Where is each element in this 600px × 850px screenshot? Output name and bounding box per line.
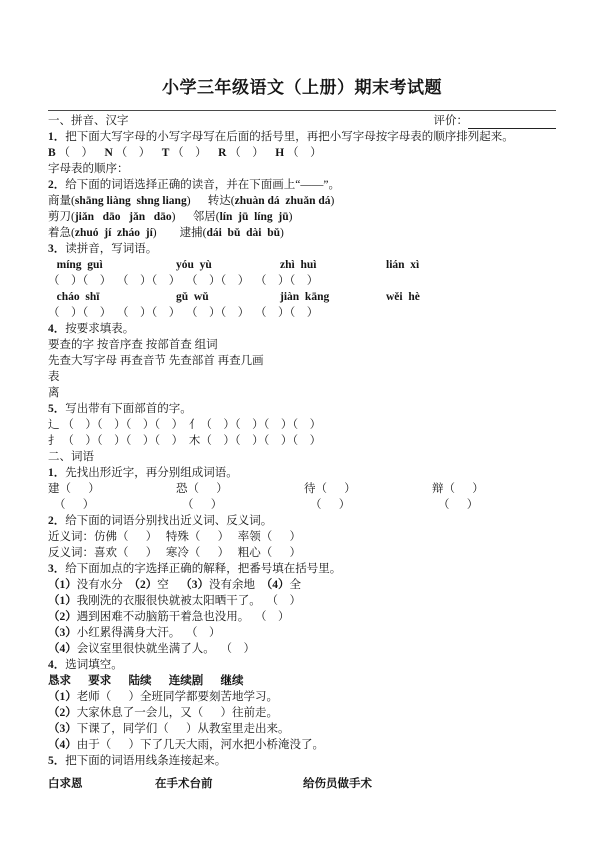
table-subheader-row: 先查大写字母 再查音节 先查部首 再查几画 xyxy=(48,355,264,367)
q2-4-sentence-4: （4）由于（ ）下了几天大雨，河水把小桥淹没了。 xyxy=(48,739,324,751)
document-content xyxy=(48,78,556,792)
pronunciation-row-2: 剪刀(jiǎn dāo jǎn dāo) 邻居(lín jū líng jū) xyxy=(48,211,293,223)
table-header-row: 要查的字 按音序查 按部首查 组词 xyxy=(48,339,218,351)
q2-3-sentence-1: （1）我刚洗的衣服很快就被太阳晒干了。 （ ） xyxy=(48,595,301,607)
table-char-1: 表 xyxy=(48,371,60,383)
evaluation xyxy=(434,113,557,129)
q2-3-sentence-4: （4）会议室里很快就坐满了人。 （ ） xyxy=(48,643,255,655)
similar-chars-blank-row: （ ） （ ） （ ） （ ） xyxy=(54,499,479,511)
section-1-header-row xyxy=(48,113,556,129)
q1-1-letters-row: B （ ） N （ ） T （ ） R （ ） H （ ） xyxy=(48,147,322,159)
q1-4-instruction: 4．按要求填表。 xyxy=(48,323,135,335)
q2-3-instruction: 3．给下面加点的字选择正确的解释，把番号填在括号里。 xyxy=(48,563,342,575)
radical-row-2: 扌 （ ）（ ）（ ）（ ） 木（ ）（ ）（ ）（ ） xyxy=(48,435,322,447)
similar-chars-row: 建（ ） 恐（ ） 待（ ） 辩（ ） xyxy=(48,483,484,495)
pinyin-row-2-blanks: （ ）（ ） （ ）（ ） （ ）（ ） （ ）（ ） xyxy=(48,307,319,319)
q2-5-instruction: 5．把下面的词语用线条连接起来。 xyxy=(48,755,227,767)
pronunciation-row-3: 着急(zhuó jí zháo jí) 逮捕(dái bǔ dài bǔ) xyxy=(48,227,284,239)
section-2-header: 二、词语 xyxy=(48,451,94,463)
evaluation-label: 评价： xyxy=(433,115,468,127)
q2-4-instruction: 4．选词填空。 xyxy=(48,659,123,671)
q2-3-sentence-3: （3）小红累得满身大汗。 （ ） xyxy=(48,627,221,639)
evaluation-blank-line xyxy=(468,117,556,129)
radical-row-1: 辶 （ ）（ ）（ ）（ ） 亻（ ）（ ）（ ）（ ） xyxy=(48,419,322,431)
table-char-2: 离 xyxy=(48,387,60,399)
matching-row: 白求恩 在手术台前 给伤员做手术 xyxy=(48,778,372,790)
word-bank-row: 恳求 要求 陆续 连续剧 继续 xyxy=(48,675,244,687)
q2-1-instruction: 1．先找出形近字，再分别组成词语。 xyxy=(48,467,238,479)
section-1-header: 一、拼音、汉字 xyxy=(48,115,129,127)
document-lines xyxy=(48,129,556,792)
pronunciation-row-1: 商量(shāng liàng shng liang) 转达(zhuàn dá zhuǎn dá) xyxy=(48,195,335,207)
q1-5-instruction: 5．写出带有下面部首的字。 xyxy=(48,403,192,415)
document-title: 小学三年级语文（上册）期末考试题 xyxy=(162,78,442,97)
q2-4-sentence-3: （3）下课了，同学们（ ）从教室里走出来。 xyxy=(48,723,290,735)
q2-4-sentence-1: （1）老师（ ）全班同学都要刻苦地学习。 xyxy=(48,691,278,703)
q2-3-sentence-2: （2）遇到困难不动脑筋干着急也没用。 （ ） xyxy=(48,611,290,623)
alphabet-order-label: 字母表的顺序： xyxy=(48,163,129,175)
pinyin-row-1: míng guì yóu yù zhì huì lián xì xyxy=(48,259,420,271)
pinyin-row-2: cháo shī gǔ wǔ jiàn kāng wěi hè xyxy=(48,291,420,303)
q1-2-instruction: 2．给下面的词语选择正确的读音，并在下面画上“——”。 xyxy=(48,179,340,191)
synonyms-row: 近义词：仿佛（ ） 特殊（ ） 率领（ ） xyxy=(48,531,301,543)
q1-3-instruction: 3．读拼音，写词语。 xyxy=(48,243,158,255)
q1-1-instruction: 1．把下面大写字母的小写字母写在后面的括号里，再把小写字母按字母表的顺序排列起来。 xyxy=(48,131,514,143)
header-rule xyxy=(48,110,556,111)
q2-4-sentence-2: （2）大家休息了一会儿，又（ ）往前走。 xyxy=(48,707,278,719)
pinyin-row-1-blanks: （ ）（ ） （ ）（ ） （ ）（ ） （ ）（ ） xyxy=(48,275,319,287)
definitions-row: （1）没有水分 （2）空 （3）没有余地 （4）全 xyxy=(48,579,301,591)
antonyms-row: 反义词：喜欢（ ） 寒冷（ ） 粗心（ ） xyxy=(48,547,301,559)
q2-2-instruction: 2．给下面的词语分别找出近义词、反义词。 xyxy=(48,515,273,527)
